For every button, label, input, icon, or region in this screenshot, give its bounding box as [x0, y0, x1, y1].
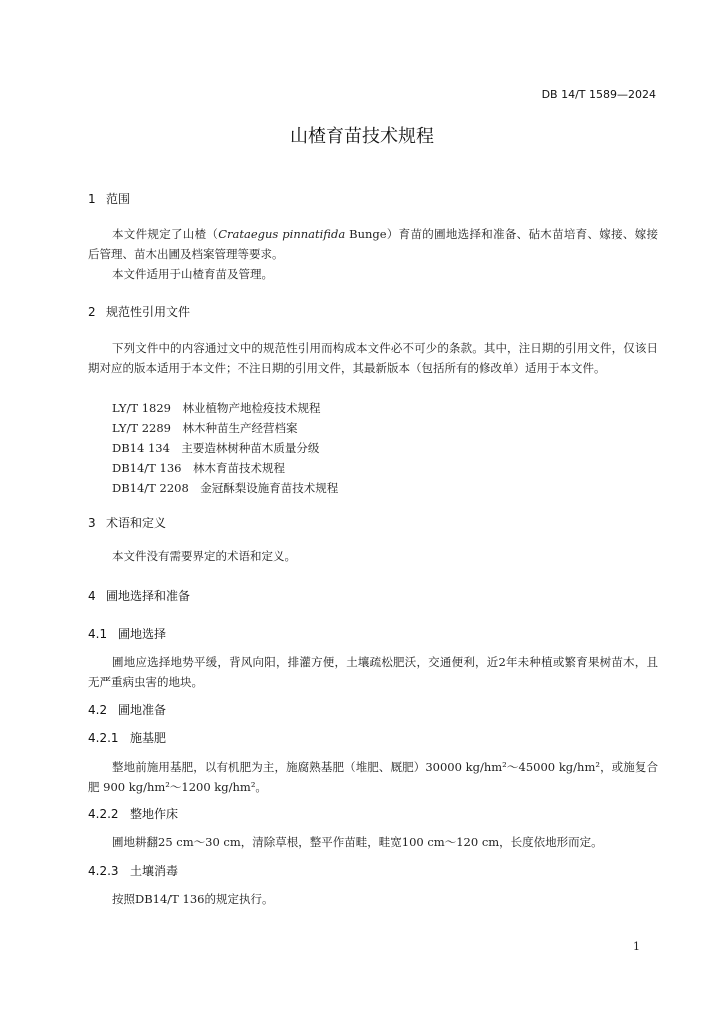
reference-item: LY/T 1829 林业植物产地检疫技术规程: [112, 401, 321, 415]
section-4-heading: [88, 587, 190, 604]
section-4-2-heading: [88, 701, 166, 718]
section-title: 术语和定义: [106, 516, 167, 530]
section-number: 4.2.3: [88, 864, 119, 878]
section-1-heading: [88, 190, 130, 207]
section-1-paragraph-2: 本文件适用于山楂育苗及管理。: [112, 267, 273, 281]
section-4-1-paragraph-1: 圃地应选择地势平缓，背风向阳，排灌方便，土壤疏松肥沃，交通便利，近2年未种植或繁育果树苗木，且无严重病虫害的地块。: [88, 655, 658, 689]
reference-item: DB14 134 主要造林树种苗木质量分级: [112, 441, 320, 455]
reference-item: DB14/T 136 林木育苗技术规程: [112, 461, 285, 475]
section-number: 2: [88, 305, 96, 319]
reference-item: DB14/T 2208 金冠酥梨设施育苗技术规程: [112, 481, 339, 495]
section-number: 3: [88, 516, 96, 530]
section-number: 1: [88, 192, 96, 206]
reference-item: LY/T 2289 林木种苗生产经营档案: [112, 421, 298, 435]
document-code: DB 14/T 1589—2024: [541, 88, 656, 101]
document-title: 山楂育苗技术规程: [290, 126, 434, 147]
section-4-2-3-paragraph-1: 按照DB14/T 136的规定执行。: [112, 892, 274, 906]
section-title: 土壤消毒: [130, 864, 179, 878]
section-number: 4.1: [88, 627, 108, 641]
section-title: 圃地选择: [118, 627, 167, 641]
section-3-paragraph-1: 本文件没有需要界定的术语和定义。: [112, 549, 296, 563]
section-4-2-3-heading: [88, 862, 178, 879]
section-4-2-2-paragraph-1: 圃地耕翻25 cm～30 cm，清除草根，整平作苗畦，畦宽100 cm～120 cm，长度依地形而定。: [112, 835, 603, 849]
section-number: 4.2.1: [88, 731, 119, 745]
latin-name: Crataegus pinnatifida: [218, 227, 346, 241]
text-run: Bunge）育苗的圃地选择和准备、砧木苗培育、嫁接、嫁接后管理、苗木出圃及档案管理等要求。: [88, 227, 658, 261]
section-3-heading: [88, 514, 166, 531]
section-title: 范围: [106, 192, 131, 206]
section-2-heading: [88, 303, 190, 320]
section-title: 圃地选择和准备: [106, 589, 191, 603]
section-title: 规范性引用文件: [106, 305, 191, 319]
section-number: 4.2.2: [88, 807, 119, 821]
section-1-paragraph-1: [88, 224, 658, 264]
section-4-1-heading: [88, 625, 166, 642]
section-number: 4: [88, 589, 96, 603]
section-4-2-2-heading: [88, 805, 178, 822]
section-number: 4.2: [88, 703, 108, 717]
section-2-paragraph-1: 下列文件中的内容通过文中的规范性引用而构成本文件必不可少的条款。其中，注日期的引用文件，仅该日期对应的版本适用于本文件；不注日期的引用文件，其最新版本（包括所有的修改单）适用于本文件。: [88, 341, 658, 375]
section-title: 施基肥: [130, 731, 167, 745]
section-title: 圃地准备: [118, 703, 167, 717]
text-run: 本文件规定了山楂（: [112, 227, 219, 241]
section-title: 整地作床: [130, 807, 179, 821]
section-4-2-1-heading: [88, 729, 166, 746]
page-number: 1: [633, 940, 640, 953]
section-4-2-1-paragraph-1: 整地前施用基肥，以有机肥为主，施腐熟基肥（堆肥、厩肥）30000 kg/hm²～45000 kg/hm²，或施复合肥 900 kg/hm²～1200 kg/hm²。: [88, 760, 658, 794]
